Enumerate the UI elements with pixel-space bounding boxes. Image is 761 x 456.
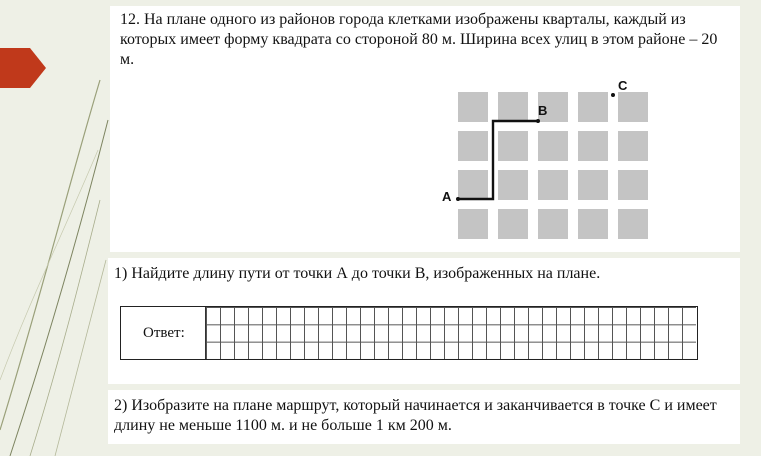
city-block (458, 131, 488, 161)
answer-box (120, 306, 698, 360)
red-arrow-shape (0, 48, 46, 88)
point-a-dot (456, 197, 460, 201)
city-block (578, 92, 608, 122)
city-block (498, 92, 528, 122)
city-block (458, 170, 488, 200)
city-block (538, 209, 568, 239)
point-b-label: B (538, 103, 548, 118)
city-block (538, 131, 568, 161)
question-1-card (108, 258, 740, 384)
decorative-curve-2 (10, 120, 108, 456)
point-c-dot (611, 93, 615, 97)
city-block (618, 92, 648, 122)
question-2-text: 2) Изобразите на плане маршрут, который начинается и заканчивается в точке С и имеет длину не меньше 1100 м. и не больше 1 км 200 м. (114, 397, 717, 434)
answer-grid-field[interactable] (205, 307, 696, 359)
question-2-card (108, 390, 740, 444)
decorative-curve-4 (55, 260, 106, 456)
city-block (458, 209, 488, 239)
city-block (538, 170, 568, 200)
decorative-curve-1 (0, 80, 100, 430)
city-block (578, 209, 608, 239)
question-1-text: 1) Найдите длину пути от точки А до точки В, изображенных на плане. (114, 265, 601, 282)
city-block (458, 92, 488, 122)
city-plan (330, 70, 650, 248)
point-b-dot (536, 119, 540, 123)
city-block (618, 170, 648, 200)
answer-label: Ответ: (143, 325, 185, 341)
city-block (498, 170, 528, 200)
point-c-label: C (618, 78, 628, 93)
city-block (618, 209, 648, 239)
point-a-label: A (442, 189, 452, 204)
city-block (618, 131, 648, 161)
city-block (498, 209, 528, 239)
problem-text: 12. На плане одного из районов города клетками изображены кварталы, каждый из которых имеет форму квадрата со стороной 80 м. Ширина всех улиц в этом районе – 20 м. (120, 11, 718, 68)
city-block (578, 170, 608, 200)
city-block (578, 131, 608, 161)
city-blocks (458, 92, 648, 239)
city-block (498, 131, 528, 161)
